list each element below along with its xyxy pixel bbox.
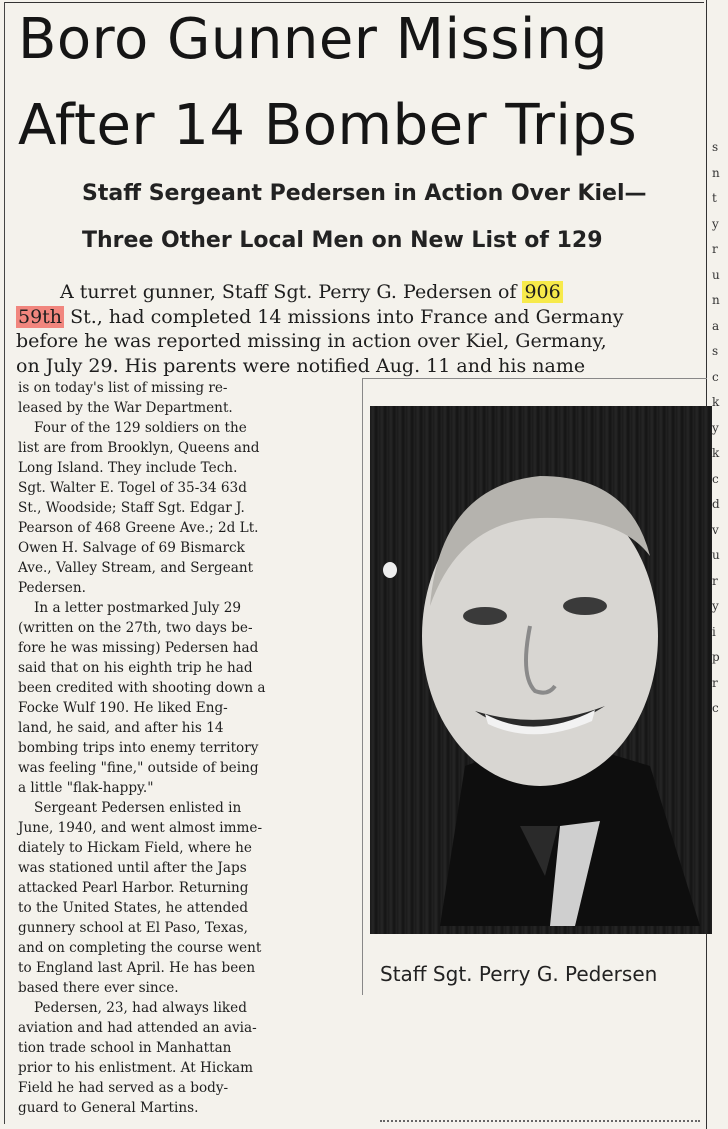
body-line: Pedersen, 23, had always liked (34, 1000, 247, 1016)
left-border (4, 2, 5, 1124)
body-line: been credited with shooting down a (18, 680, 266, 696)
edge-fragment: d (712, 497, 720, 511)
body-line: bombing trips into enemy territory (18, 740, 259, 756)
edge-fragment: a (712, 318, 720, 333)
edge-fragment: r (712, 675, 718, 690)
body-line: is on today's list of missing re- (18, 380, 228, 396)
top-border (4, 2, 704, 3)
lead-line-2 (16, 305, 706, 330)
body-line: diately to Hickam Field, where he (18, 840, 252, 856)
lead-line-3: before he was reported missing in action over Kiel, Germany, (16, 330, 607, 352)
body-line: guard to General Martins. (18, 1100, 199, 1116)
edge-fragment: c (712, 471, 719, 486)
subhead-line-2: Three Other Local Men on New List of 129 (82, 228, 603, 253)
body-line: prior to his enlistment. At Hickam (18, 1060, 254, 1076)
body-line: Sergeant Pedersen enlisted in (34, 800, 242, 816)
portrait-illustration (370, 406, 712, 934)
edge-fragment: k (712, 395, 720, 409)
body-line: Pearson of 468 Greene Ave.; 2d Lt. (18, 520, 259, 536)
body-line: St., Woodside; Staff Sgt. Edgar J. (18, 500, 245, 516)
edge-fragment: r (712, 573, 718, 588)
edge-fragment: y (712, 599, 719, 613)
edge-fragment: u (712, 548, 720, 562)
body-line: leased by the War Department. (18, 400, 233, 416)
body-line: (written on the 27th, two days be- (18, 620, 253, 636)
body-line: In a letter postmarked July 29 (34, 600, 242, 616)
edge-fragment: r (712, 242, 718, 256)
body-line: and on completing the course went (18, 940, 262, 956)
body-line: gunnery school at El Paso, Texas, (18, 920, 248, 936)
lead-text: A turret gunner, Staff Sgt. Perry G. Pedersen of (60, 281, 523, 303)
edge-fragment: c (712, 701, 719, 715)
photo-caption: Staff Sgt. Perry G. Pedersen (380, 962, 658, 986)
headline-line-2: After 14 Bomber Trips (18, 93, 638, 158)
edge-fragment: y (712, 216, 719, 231)
edge-fragment: t (712, 191, 717, 205)
body-line: based there ever since. (18, 980, 179, 996)
body-line: said that on his eighth trip he had (18, 660, 253, 676)
edge-fragment: n (712, 165, 720, 180)
body-line: aviation and had attended an avia- (18, 1020, 257, 1036)
body-line: was stationed until after the Japs (18, 860, 247, 876)
body-line: was feeling "fine," outside of being (18, 760, 259, 776)
body-line: Long Island. They include Tech. (18, 460, 238, 476)
highlight-house-number: 906 (524, 281, 561, 303)
edge-fragment: s (712, 344, 719, 358)
body-line: list are from Brooklyn, Queens and (18, 440, 260, 456)
body-line: Owen H. Salvage of 69 Bismarck (18, 540, 245, 556)
edge-fragment: s (712, 140, 719, 154)
body-line: fore he was missing) Pedersen had (18, 640, 259, 656)
highlight-street: 59th (18, 305, 63, 328)
body-line: Focke Wulf 190. He liked Eng- (18, 700, 228, 716)
lead-paragraph (16, 280, 706, 378)
edge-fragment: k (712, 446, 720, 460)
body-line: Field he had served as a body- (18, 1080, 229, 1096)
portrait-photo (370, 406, 712, 934)
body-line: Sgt. Walter E. Togel of 35-34 63d (18, 480, 247, 496)
lead-line-4: on July 29. His parents were notified Aug. 11 and his name (16, 354, 586, 377)
headline-line-1: Boro Gunner Missing (18, 7, 609, 72)
edge-fragment: p (712, 650, 720, 664)
body-line: Four of the 129 soldiers on the (34, 420, 247, 436)
body-line: land, he said, and after his 14 (18, 720, 224, 736)
body-column (18, 378, 358, 1118)
body-line: attacked Pearl Harbor. Returning (18, 880, 249, 896)
body-line: Pedersen. (18, 580, 86, 596)
body-line: June, 1940, and went almost imme- (18, 820, 263, 836)
edge-fragment: v (712, 522, 719, 537)
body-line: a little "flak-happy." (18, 780, 154, 796)
body-line: to the United States, he attended (18, 900, 249, 916)
bottom-rule (380, 1120, 700, 1122)
edge-fragment: u (712, 267, 720, 282)
subhead-line-1: Staff Sergeant Pedersen in Action Over Kiel— (82, 181, 647, 206)
lead-text: St., had completed 14 missions into France and Germany (64, 305, 624, 328)
edge-fragment: y (712, 420, 719, 435)
body-line: Ave., Valley Stream, and Sergeant (18, 560, 254, 576)
body-line: tion trade school in Manhattan (18, 1040, 232, 1056)
body-line: to England last April. He has been (18, 960, 256, 976)
lead-line-1 (16, 280, 706, 305)
edge-fragment: n (712, 293, 720, 307)
edge-fragment: c (712, 369, 719, 384)
edge-fragment: i (712, 624, 716, 639)
